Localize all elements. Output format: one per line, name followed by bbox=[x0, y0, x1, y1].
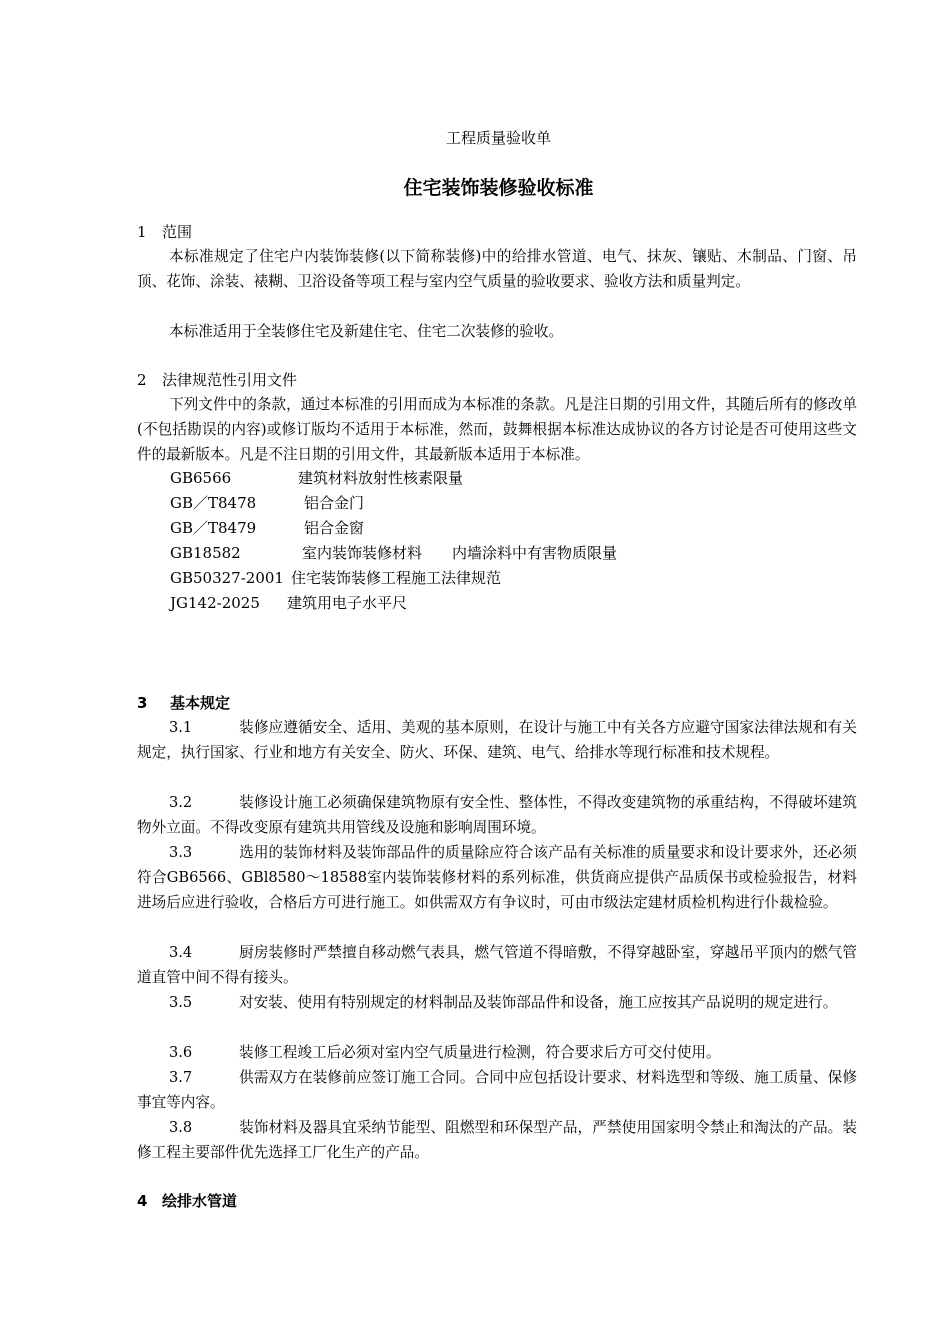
section-4-heading bbox=[137, 1190, 237, 1211]
clause-text: 装修工程竣工后必须对室内空气质量进行检测，符合要求后方可交付使用。 bbox=[239, 1044, 721, 1061]
page-title: 住宅装饰装修验收标准 bbox=[403, 177, 594, 199]
clause bbox=[137, 990, 857, 1015]
clause bbox=[137, 790, 857, 840]
section-1-paragraph-2: 本标准适用于全装修住宅及新建住宅、住宅二次装修的验收。 bbox=[169, 323, 564, 340]
clause-text: 对安装、使用有特别规定的材料制品及装饰部品件和设备，施工应按其产品说明的规定进行。 bbox=[239, 994, 838, 1011]
section-1-heading bbox=[137, 221, 192, 242]
reference-title: 住宅装饰装修工程施工法律规范 bbox=[291, 569, 502, 587]
reference-title: 铝合金窗 bbox=[304, 519, 365, 537]
clause-text: 供需双方在装修前应签订施工合同。合同中应包括设计要求、材料选型和等级、施工质量、保修事宜等内容。 bbox=[137, 1069, 857, 1111]
clause bbox=[137, 940, 857, 990]
reference-code: GB6566 bbox=[170, 469, 232, 487]
reference-title: 室内装饰装修材料 内墙涂料中有害物质限量 bbox=[302, 544, 618, 562]
reference-row bbox=[170, 517, 364, 538]
reference-row bbox=[170, 492, 364, 513]
clause bbox=[137, 715, 857, 765]
reference-row bbox=[170, 567, 501, 588]
section-number: 2 bbox=[137, 371, 147, 389]
reference-title: 铝合金门 bbox=[304, 494, 365, 512]
clause-text: 装修应遵循安全、适用、美观的基本原则，在设计与施工中有关各方应避守国家法律法规和有关规定，执行国家、行业和地方有关安全、防火、环保、建筑、电气、给排水等现行标准和技术规程。 bbox=[137, 719, 857, 761]
clause-number: 3.5 bbox=[169, 994, 193, 1011]
section-number: 4 bbox=[137, 1192, 148, 1210]
reference-title: 建筑材料放射性核素限量 bbox=[298, 469, 464, 487]
reference-row bbox=[170, 542, 617, 563]
section-2-heading bbox=[137, 369, 297, 390]
clause bbox=[137, 1040, 857, 1065]
clause-number: 3.1 bbox=[169, 719, 193, 736]
section-title: 基本规定 bbox=[170, 694, 231, 712]
clause-number: 3.2 bbox=[169, 794, 193, 811]
clause-text: 选用的装饰材料及装饰部品件的质量除应符合该产品有关标准的质量要求和设计要求外，还必须符合GB6566、GBl8580～18588室内装饰装修材料的系列标准，供货商应提供产品质保书或检验报告，材料进场后应进行验收，合格后方可进行施工。如供需双方有争议时，可由市级法定建材质检机构进行仆裁检验。 bbox=[137, 844, 857, 911]
clause-text: 装修设计施工必须确保建筑物原有安全性、整体性，不得改变建筑物的承重结构，不得破坏建筑物外立面。不得改变原有建筑共用管线及设施和影响周围环境。 bbox=[137, 794, 857, 836]
section-number: 1 bbox=[137, 223, 147, 241]
reference-row bbox=[170, 467, 463, 488]
section-2-paragraph-1: 下列文件中的条款，通过本标准的引用而成为本标准的条款。凡是注日期的引用文件，其随后所有的修改单(不包括勘误的内容)或修订版均不适用于本标准，然而，鼓舞根据本标准达成协议的各方讨论是否可使用这些文件的最新版本。凡是不注日期的引用文件，其最新版本适用于本标准。 bbox=[137, 396, 857, 463]
section-3-heading bbox=[137, 692, 230, 713]
clause-number: 3.4 bbox=[169, 944, 193, 961]
reference-code: GB18582 bbox=[170, 544, 241, 562]
clause-number: 3.7 bbox=[169, 1069, 193, 1086]
section-title: 范围 bbox=[162, 223, 193, 241]
clause-number: 3.8 bbox=[169, 1119, 193, 1136]
reference-code: JG142-2025 bbox=[170, 594, 260, 612]
reference-title: 建筑用电子水平尺 bbox=[287, 594, 408, 612]
clause-text: 厨房装修时严禁擅自移动燃气表具，燃气管道不得暗敷，不得穿越卧室，穿越吊平顶内的燃气管道直管中间不得有接头。 bbox=[137, 944, 857, 986]
reference-code: GB／T8479 bbox=[170, 519, 257, 537]
clause bbox=[137, 840, 857, 915]
reference-code: GB／T8478 bbox=[170, 494, 257, 512]
doc-label: 工程质量验收单 bbox=[445, 129, 551, 147]
section-title: 绘排水管道 bbox=[162, 1192, 238, 1210]
section-number: 3 bbox=[137, 694, 148, 712]
clause bbox=[137, 1115, 857, 1165]
clause-number: 3.3 bbox=[169, 844, 193, 861]
section-1-paragraph-1: 本标准规定了住宅户内装饰装修(以下简称装修)中的给排水管道、电气、抹灰、镶贴、木制品、门窗、吊顶、花饰、涂装、裱糊、卫浴设备等项工程与室内空气质量的验收要求、验收方法和质量判定。 bbox=[137, 248, 857, 290]
section-title: 法律规范性引用文件 bbox=[162, 371, 298, 389]
clause-text: 装饰材料及器具宜采纳节能型、阻燃型和环保型产品，严禁使用国家明令禁止和淘汰的产品。装修工程主要部件优先选择工厂化生产的产品。 bbox=[137, 1119, 857, 1161]
clause bbox=[137, 1065, 857, 1115]
reference-code: GB50327-2001 bbox=[170, 569, 284, 587]
reference-row bbox=[170, 592, 407, 613]
clause-number: 3.6 bbox=[169, 1044, 193, 1061]
